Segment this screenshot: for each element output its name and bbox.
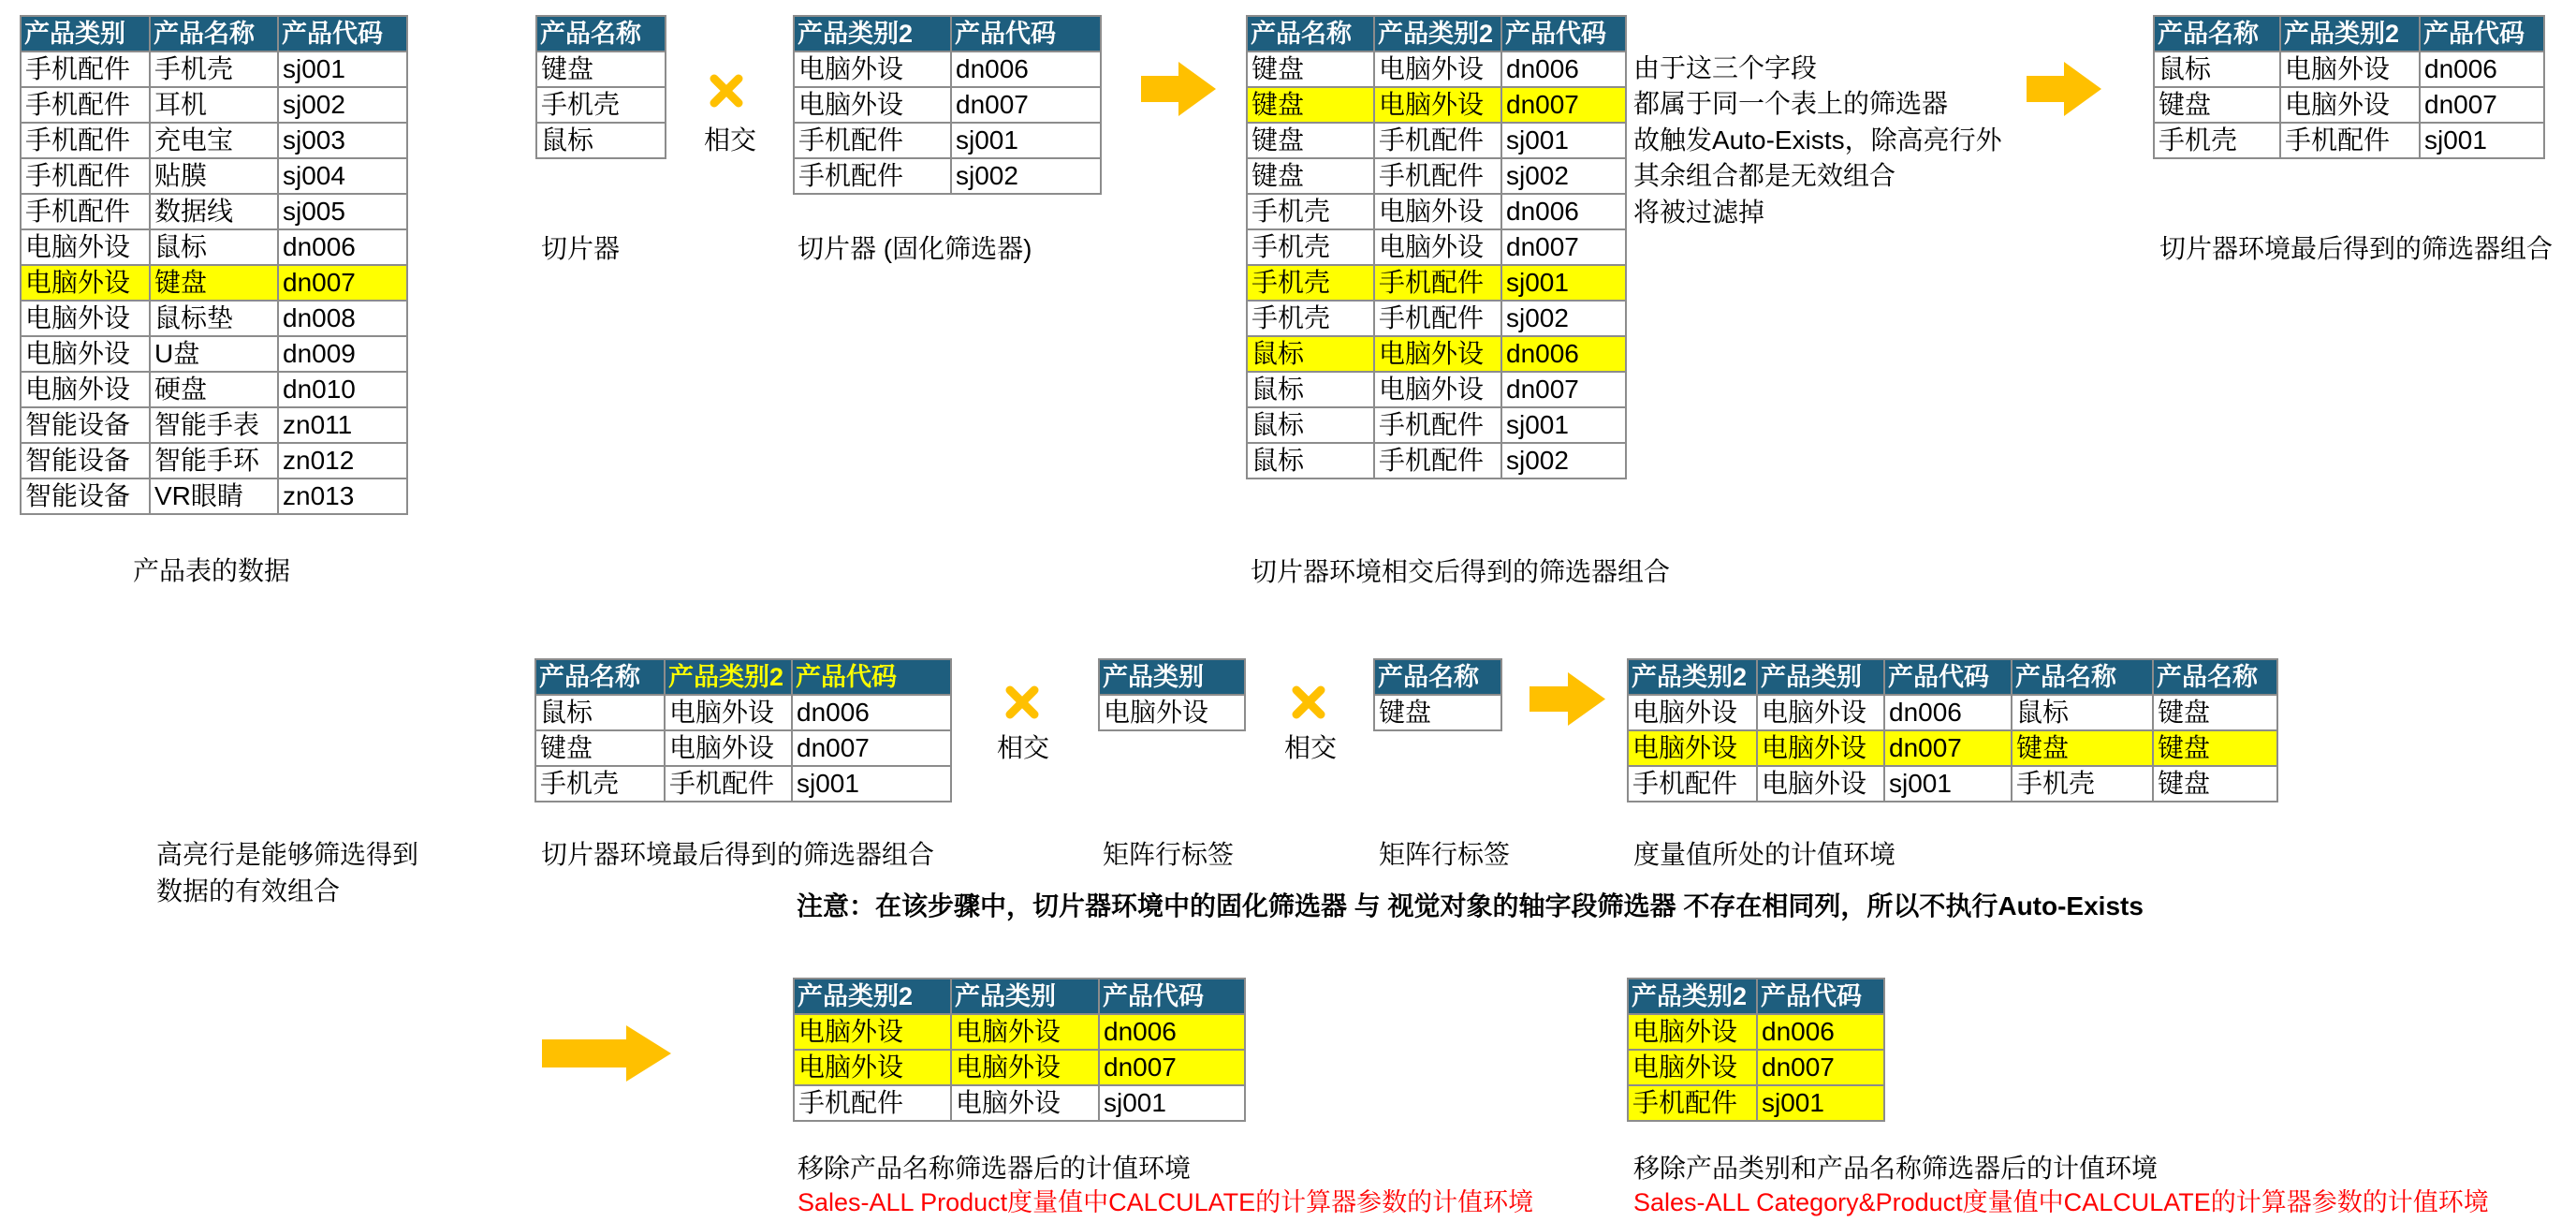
explanation-line: 故触发Auto-Exists，除高亮行外: [1633, 125, 2002, 155]
table-cell: 手机配件: [794, 123, 951, 158]
table-cell: 电脑外设: [1099, 695, 1245, 730]
header-row: [794, 16, 1101, 52]
product-table: [20, 15, 408, 515]
table-cell: 键盘: [2153, 766, 2277, 802]
table-cell: dn006: [1884, 695, 2012, 730]
table-row: [1628, 1050, 1884, 1085]
matrix-category-body: [1099, 695, 1245, 730]
table-cell: sj001: [2420, 123, 2544, 158]
column-header: 产品代码: [1757, 979, 1884, 1014]
table-cell: sj001: [1099, 1085, 1245, 1121]
table-cell: 电脑外设: [665, 695, 792, 730]
table-cell: sj001: [792, 766, 951, 802]
header-row: [1374, 659, 1501, 695]
table-cell: 鼠标: [1247, 336, 1374, 372]
measure-context-body: [1628, 695, 2277, 802]
table-cell: 手机配件: [1374, 407, 1501, 443]
table-row: [2154, 123, 2544, 158]
table-cell: 电脑外设: [794, 1050, 951, 1085]
table-cell: 电脑外设: [21, 301, 150, 336]
right-arrow-icon: [2027, 62, 2101, 116]
slicer-fixed-filter-header: [794, 16, 1101, 52]
table-cell: sj001: [278, 52, 407, 87]
remove-category-name-context-table: [1627, 978, 1885, 1122]
slicer-result-table: [2153, 15, 2545, 159]
intersect-label: 相交: [1284, 733, 1338, 762]
table-cell: 手机壳: [2012, 766, 2153, 802]
table-row: [21, 301, 407, 336]
column-header: 产品代码: [278, 16, 407, 52]
table-row: [1628, 766, 2277, 802]
matrix-name-body: [1374, 695, 1501, 730]
table-cell: 充电宝: [150, 123, 278, 158]
column-header: 产品名称: [1247, 16, 1374, 52]
column-header: 产品类别2: [1628, 659, 1757, 695]
highlight-note-line: 高亮行是能够筛选得到: [156, 840, 419, 869]
table-row: [1628, 1014, 1884, 1050]
header-row: [794, 979, 1245, 1014]
table-cell: dn007: [278, 265, 407, 301]
table-row: [794, 87, 1101, 123]
table-row: [2154, 87, 2544, 123]
column-header: 产品类别2: [665, 659, 792, 695]
table-cell: 鼠标: [2012, 695, 2153, 730]
table-row: [1247, 407, 1626, 443]
slicer-result-2-header: [535, 659, 951, 695]
table-cell: 耳机: [150, 87, 278, 123]
table-cell: dn006: [792, 695, 951, 730]
slicer-product-name-header: [536, 16, 666, 52]
table-cell: zn013: [278, 478, 407, 514]
table-cell: sj005: [278, 194, 407, 229]
caption-slicer-result-2: 切片器环境最后得到的筛选器组合: [541, 840, 935, 869]
slicer-result-table-2: [534, 658, 952, 802]
table-cell: 手机配件: [1374, 265, 1501, 301]
table-cell: 电脑外设: [21, 229, 150, 265]
caption-remove-name-context: 移除产品名称筛选器后的计值环境: [798, 1154, 1192, 1183]
slicer-result-2-body: [535, 695, 951, 802]
explanation-line: 都属于同一个表上的筛选器: [1633, 89, 1949, 118]
table-row: [535, 695, 951, 730]
table-row: [21, 265, 407, 301]
column-header: 产品代码: [792, 659, 951, 695]
table-cell: 电脑外设: [1757, 766, 1884, 802]
table-cell: 电脑外设: [1757, 730, 1884, 766]
table-cell: 鼠标: [1247, 372, 1374, 407]
header-row: [1628, 979, 1884, 1014]
table-cell: 手机配件: [21, 52, 150, 87]
table-row: [1628, 1085, 1884, 1121]
table-row: [794, 123, 1101, 158]
intersect-x-icon: [708, 72, 745, 110]
caption-slicer: 切片器: [541, 234, 621, 263]
table-row: [1247, 229, 1626, 265]
table-cell: 手机配件: [1374, 301, 1501, 336]
column-header: 产品类别: [1099, 659, 1245, 695]
column-header: 产品类别2: [794, 979, 951, 1014]
table-cell: 手机配件: [21, 158, 150, 194]
table-row: [1628, 730, 2277, 766]
table-cell: dn007: [1501, 229, 1626, 265]
table-cell: 手机壳: [1247, 301, 1374, 336]
remove-name-context-body: [794, 1014, 1245, 1121]
column-header: 产品名称: [536, 16, 666, 52]
table-cell: 电脑外设: [1374, 336, 1501, 372]
table-row: [21, 336, 407, 372]
cross-join-table: [1246, 15, 1627, 479]
header-row: [21, 16, 407, 52]
table-cell: 手机壳: [536, 87, 666, 123]
table-cell: 电脑外设: [1374, 194, 1501, 229]
caption-slicer-result: 切片器环境最后得到的筛选器组合: [2159, 234, 2554, 263]
table-cell: 键盘: [2154, 87, 2280, 123]
table-row: [536, 123, 666, 158]
cross-join-header: [1247, 16, 1626, 52]
table-row: [21, 194, 407, 229]
caption-matrix-row-label: 矩阵行标签: [1379, 840, 1511, 869]
table-cell: sj002: [278, 87, 407, 123]
table-cell: 键盘: [1247, 123, 1374, 158]
table-row: [2154, 52, 2544, 87]
table-row: [536, 52, 666, 87]
table-cell: 手机配件: [1628, 766, 1757, 802]
caption-matrix-row-label: 矩阵行标签: [1103, 840, 1235, 869]
header-row: [1099, 659, 1245, 695]
table-cell: 智能设备: [21, 478, 150, 514]
table-cell: 电脑外设: [794, 52, 951, 87]
slicer-product-name-table: [535, 15, 666, 159]
table-row: [1247, 336, 1626, 372]
table-row: [1374, 695, 1501, 730]
intersect-label: 相交: [997, 733, 1050, 762]
table-cell: dn006: [278, 229, 407, 265]
table-row: [794, 158, 1101, 194]
table-cell: dn007: [792, 730, 951, 766]
table-row: [21, 407, 407, 443]
product-table-body: [21, 52, 407, 514]
table-cell: 手机配件: [1374, 158, 1501, 194]
table-row: [21, 87, 407, 123]
table-cell: dn006: [1757, 1014, 1884, 1050]
caption-product-table: 产品表的数据: [133, 556, 291, 585]
header-row: [535, 659, 951, 695]
table-cell: 键盘: [1247, 87, 1374, 123]
table-cell: 智能设备: [21, 407, 150, 443]
table-row: [1247, 301, 1626, 336]
table-cell: 电脑外设: [1628, 695, 1757, 730]
cross-join-body: [1247, 52, 1626, 478]
header-row: [1247, 16, 1626, 52]
matrix-name-header: [1374, 659, 1501, 695]
table-cell: 手机配件: [21, 194, 150, 229]
matrix-row-label-name-table: [1373, 658, 1502, 731]
table-row: [21, 52, 407, 87]
table-cell: 键盘: [1374, 695, 1501, 730]
table-cell: 智能设备: [21, 443, 150, 478]
column-header: 产品代码: [1501, 16, 1626, 52]
table-cell: 鼠标: [536, 123, 666, 158]
table-cell: 电脑外设: [794, 87, 951, 123]
table-cell: 手机壳: [1247, 194, 1374, 229]
table-row: [1247, 194, 1626, 229]
table-row: [1247, 158, 1626, 194]
caption-remove-category-name-context-measure: Sales-ALL Category&Product度量值中CALCULATE的计算器参数的计值环境: [1633, 1188, 2489, 1216]
table-cell: dn006: [1099, 1014, 1245, 1050]
caption-remove-category-name-context: 移除产品类别和产品名称筛选器后的计值环境: [1633, 1154, 2159, 1183]
table-row: [794, 1050, 1245, 1085]
table-row: [21, 123, 407, 158]
table-cell: dn007: [1099, 1050, 1245, 1085]
table-cell: U盘: [150, 336, 278, 372]
table-row: [535, 730, 951, 766]
table-cell: sj001: [1501, 123, 1626, 158]
table-cell: 手机壳: [1247, 265, 1374, 301]
table-cell: 键盘: [2153, 695, 2277, 730]
table-cell: 键盘: [2153, 730, 2277, 766]
table-cell: 电脑外设: [951, 1085, 1099, 1121]
table-cell: 智能手表: [150, 407, 278, 443]
table-cell: sj001: [1501, 407, 1626, 443]
right-arrow-icon: [542, 1025, 671, 1082]
explanation-line: 由于这三个字段: [1633, 53, 1818, 82]
table-cell: 数据线: [150, 194, 278, 229]
table-cell: 手机壳: [1247, 229, 1374, 265]
matrix-category-header: [1099, 659, 1245, 695]
table-cell: dn006: [951, 52, 1101, 87]
table-cell: 电脑外设: [21, 372, 150, 407]
column-header: 产品类别2: [2280, 16, 2420, 52]
slicer-fixed-filter-table: [793, 15, 1102, 195]
measure-context-header: [1628, 659, 2277, 695]
table-row: [794, 1085, 1245, 1121]
table-cell: 手机配件: [1628, 1085, 1757, 1121]
table-row: [794, 1014, 1245, 1050]
table-cell: sj002: [1501, 158, 1626, 194]
table-row: [1247, 443, 1626, 478]
header-row: [1628, 659, 2277, 695]
slicer-product-name-body: [536, 52, 666, 158]
table-cell: 键盘: [535, 730, 665, 766]
column-header: 产品类别: [951, 979, 1099, 1014]
column-header: 产品名称: [2012, 659, 2153, 695]
table-cell: 电脑外设: [2280, 87, 2420, 123]
table-cell: 电脑外设: [794, 1014, 951, 1050]
table-cell: sj002: [1501, 301, 1626, 336]
remove-category-name-context-body: [1628, 1014, 1884, 1121]
table-cell: sj004: [278, 158, 407, 194]
remove-name-context-table: [793, 978, 1246, 1122]
table-cell: 手机壳: [2154, 123, 2280, 158]
table-row: [21, 372, 407, 407]
table-cell: 手机配件: [2280, 123, 2420, 158]
right-arrow-icon: [1141, 62, 1216, 116]
header-row: [536, 16, 666, 52]
table-cell: dn009: [278, 336, 407, 372]
table-cell: 鼠标: [2154, 52, 2280, 87]
matrix-row-label-category-table: [1098, 658, 1246, 731]
caption-slicer-fixed: 切片器 (固化筛选器): [798, 234, 1032, 263]
intersect-x-icon: [1290, 684, 1327, 721]
table-row: [794, 52, 1101, 87]
table-cell: 手机配件: [21, 123, 150, 158]
table-cell: 键盘: [1247, 158, 1374, 194]
column-header: 产品代码: [1099, 979, 1245, 1014]
table-cell: 电脑外设: [21, 336, 150, 372]
table-cell: sj003: [278, 123, 407, 158]
table-cell: dn006: [2420, 52, 2544, 87]
caption-remove-name-context-measure: Sales-ALL Product度量值中CALCULATE的计算器参数的计值环境: [798, 1188, 1534, 1216]
table-cell: dn007: [1757, 1050, 1884, 1085]
table-row: [1247, 87, 1626, 123]
slicer-result-header: [2154, 16, 2544, 52]
table-cell: 鼠标: [535, 695, 665, 730]
table-cell: 电脑外设: [1628, 730, 1757, 766]
table-row: [21, 443, 407, 478]
table-cell: 手机壳: [150, 52, 278, 87]
table-cell: 电脑外设: [1374, 229, 1501, 265]
table-cell: dn007: [1501, 372, 1626, 407]
table-cell: 智能手环: [150, 443, 278, 478]
table-cell: 电脑外设: [951, 1014, 1099, 1050]
column-header: 产品名称: [1374, 659, 1501, 695]
table-cell: 鼠标: [1247, 407, 1374, 443]
table-row: [535, 766, 951, 802]
table-cell: 键盘: [150, 265, 278, 301]
highlight-note-line: 数据的有效组合: [156, 876, 341, 905]
table-cell: dn010: [278, 372, 407, 407]
column-header: 产品名称: [2154, 16, 2280, 52]
table-row: [1247, 372, 1626, 407]
table-cell: sj002: [951, 158, 1101, 194]
table-cell: 手机壳: [535, 766, 665, 802]
right-arrow-icon: [1530, 672, 1605, 726]
table-cell: 鼠标: [150, 229, 278, 265]
table-cell: zn012: [278, 443, 407, 478]
table-cell: 电脑外设: [1374, 372, 1501, 407]
table-cell: VR眼睛: [150, 478, 278, 514]
table-cell: 电脑外设: [951, 1050, 1099, 1085]
table-cell: 硬盘: [150, 372, 278, 407]
remove-name-context-header: [794, 979, 1245, 1014]
table-row: [1099, 695, 1245, 730]
table-cell: 键盘: [1247, 52, 1374, 87]
table-cell: sj002: [1501, 443, 1626, 478]
column-header: 产品名称: [535, 659, 665, 695]
slicer-fixed-filter-body: [794, 52, 1101, 194]
column-header: 产品代码: [2420, 16, 2544, 52]
table-cell: dn007: [1884, 730, 2012, 766]
table-cell: 键盘: [536, 52, 666, 87]
column-header: 产品类别2: [1374, 16, 1501, 52]
column-header: 产品类别: [21, 16, 150, 52]
table-cell: sj001: [1501, 265, 1626, 301]
table-cell: dn007: [951, 87, 1101, 123]
table-cell: 电脑外设: [1628, 1014, 1757, 1050]
table-cell: sj001: [1757, 1085, 1884, 1121]
header-row: [2154, 16, 2544, 52]
table-row: [21, 229, 407, 265]
table-row: [1247, 123, 1626, 158]
table-cell: 电脑外设: [1628, 1050, 1757, 1085]
table-cell: 手机配件: [794, 158, 951, 194]
table-row: [21, 478, 407, 514]
caption-cross-join: 切片器环境相交后得到的筛选器组合: [1251, 557, 1671, 586]
table-row: [21, 158, 407, 194]
table-cell: 电脑外设: [665, 730, 792, 766]
explanation-line: 将被过滤掉: [1633, 198, 1765, 227]
explanation-line: 其余组合都是无效组合: [1633, 161, 1896, 190]
table-cell: 键盘: [2012, 730, 2153, 766]
intersect-x-icon: [1003, 684, 1041, 721]
table-row: [536, 87, 666, 123]
table-cell: 电脑外设: [2280, 52, 2420, 87]
column-header: 产品类别2: [1628, 979, 1757, 1014]
slicer-result-body: [2154, 52, 2544, 158]
table-cell: 贴膜: [150, 158, 278, 194]
table-cell: dn006: [1501, 194, 1626, 229]
table-cell: 电脑外设: [1374, 87, 1501, 123]
table-cell: sj001: [1884, 766, 2012, 802]
table-cell: 手机配件: [21, 87, 150, 123]
column-header: 产品名称: [150, 16, 278, 52]
remove-category-name-context-header: [1628, 979, 1884, 1014]
table-cell: 电脑外设: [21, 265, 150, 301]
column-header: 产品类别2: [794, 16, 951, 52]
table-cell: 手机配件: [665, 766, 792, 802]
table-cell: 手机配件: [1374, 443, 1501, 478]
table-cell: dn008: [278, 301, 407, 336]
column-header: 产品代码: [1884, 659, 2012, 695]
table-cell: dn007: [2420, 87, 2544, 123]
caption-measure-context: 度量值所处的计值环境: [1633, 840, 1896, 869]
table-cell: 鼠标: [1247, 443, 1374, 478]
table-cell: dn006: [1501, 52, 1626, 87]
table-row: [1247, 265, 1626, 301]
table-cell: sj001: [951, 123, 1101, 158]
intersect-label: 相交: [704, 125, 757, 155]
table-cell: 电脑外设: [1757, 695, 1884, 730]
column-header: 产品代码: [951, 16, 1101, 52]
table-cell: zn011: [278, 407, 407, 443]
table-cell: 手机配件: [794, 1085, 951, 1121]
column-header: 产品类别: [1757, 659, 1884, 695]
table-row: [1628, 695, 2277, 730]
table-cell: 手机配件: [1374, 123, 1501, 158]
measure-context-table: [1627, 658, 2278, 802]
column-header: 产品名称: [2153, 659, 2277, 695]
table-cell: 电脑外设: [1374, 52, 1501, 87]
table-cell: 鼠标垫: [150, 301, 278, 336]
table-row: [1247, 52, 1626, 87]
table-cell: dn006: [1501, 336, 1626, 372]
table-cell: dn007: [1501, 87, 1626, 123]
product-table-header: [21, 16, 407, 52]
auto-exists-note: 注意：在该步骤中，切片器环境中的固化筛选器 与 视觉对象的轴字段筛选器 不存在相同列，所以不执行Auto-Exists: [797, 891, 2144, 920]
